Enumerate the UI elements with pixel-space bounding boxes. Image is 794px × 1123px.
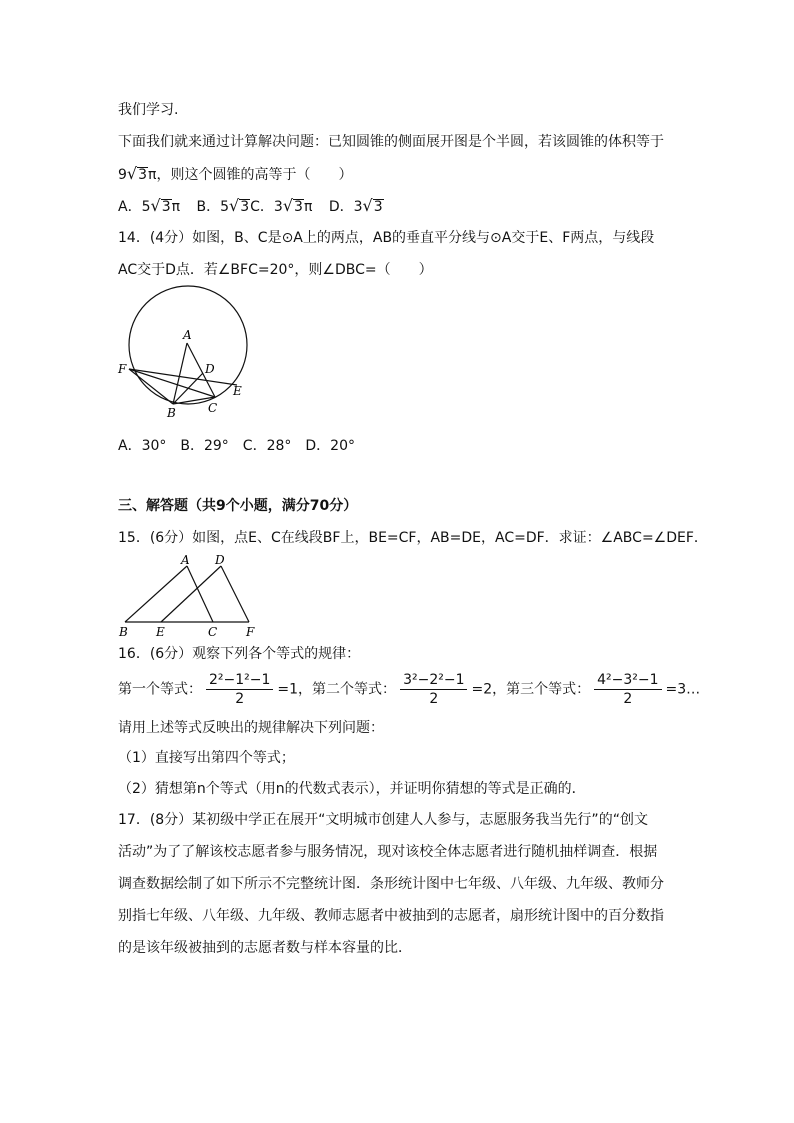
q13-option-c-tail: π — [303, 199, 313, 215]
q15-text: 15．(6分）如图，点E、C在线段BF上，BE=CF，AB=DE，AC=DF．求证：∠ABC=∠DEF． — [118, 530, 708, 546]
q16-eq1-denominator: 2 — [235, 691, 245, 707]
label-b: B — [167, 406, 176, 420]
q13-option-c: C．3 — [250, 199, 283, 215]
sqrt-symbol: √ — [229, 196, 240, 215]
text-top: 我们学习. — [118, 102, 179, 118]
q16-intro: 16．(6分）观察下列各个等式的规律： — [118, 646, 361, 662]
q16-part2: （2）猜想第n个等式（用n的代数式表示），并证明你猜想的等式是正确的． — [118, 781, 586, 797]
label-e: E — [156, 625, 165, 639]
q14-circle-figure — [115, 285, 255, 425]
q13-option-b-radicand: 3 — [240, 199, 250, 215]
label-d: D — [215, 553, 225, 567]
q13-option-d-radicand: 3 — [373, 199, 383, 215]
q13-option-b: B．5 — [196, 199, 230, 215]
q13-option-a-radicand: 3 — [161, 199, 171, 215]
q13-text-line1: 下面我们就来通过计算解决问题：已知圆锥的侧面展开图是个半圆，若该圆锥的体积等于 — [118, 134, 664, 150]
section-heading: 三、解答题（共9个小题，满分70分） — [118, 498, 358, 514]
q16-eq2-denominator: 2 — [429, 691, 439, 707]
q17-line1: 17．(8分）某初级中学正在展开“文明城市创建人人参与，志愿服务我当先行”的“创文 — [118, 812, 648, 828]
q16-eq3-denominator: 2 — [623, 691, 633, 707]
q14-options: A．30° B．29° C．28° D．20° — [118, 438, 355, 454]
q13-text-line2 — [118, 164, 352, 185]
q13-option-a: A．5 — [118, 199, 151, 215]
sqrt-symbol: √ — [150, 196, 161, 215]
label-a: A — [183, 328, 192, 342]
q16-eq1-result: =1，第二个等式： — [277, 681, 397, 698]
label-b: B — [119, 625, 128, 639]
q16-eq3-numerator: 4²−3²−1 — [594, 671, 661, 690]
label-c: C — [208, 625, 218, 639]
q13-option-d: D．3 — [328, 199, 363, 215]
label-d: D — [205, 362, 215, 376]
q13-option-a-tail: π — [171, 199, 181, 215]
sqrt-symbol: √ — [282, 196, 294, 215]
q17-line5: 的是该年级被抽到的志愿者数与样本容量的比． — [118, 940, 412, 956]
segment-ab — [173, 343, 187, 404]
label-f: F — [118, 362, 127, 376]
q14-text-line2: AC交于D点．若∠BFC=20°，则∠DBC=（ ） — [118, 262, 433, 278]
q16-eq3-fraction — [594, 671, 661, 708]
q16-equations — [118, 671, 700, 708]
q17-line2: 活动”为了了解该校志愿者参与服务情况，现对该校全体志愿者进行随机抽样调查．根据 — [118, 844, 658, 860]
segment-ba — [125, 566, 187, 622]
q16-eq1-fraction — [206, 671, 273, 708]
q17-line4: 别指七年级、八年级、九年级、教师志愿者中被抽到的志愿者，扇形统计图中的百分数指 — [118, 908, 664, 924]
q16-eq2-result: =2，第三个等式： — [471, 681, 591, 698]
label-f: F — [246, 625, 255, 639]
q16-eq1-label: 第一个等式： — [118, 681, 202, 698]
q17-line3: 调查数据绘制了如下所示不完整统计图．条形统计图中七年级、八年级、九年级、教师分 — [118, 876, 664, 892]
q13-volume-coef: 9 — [118, 167, 127, 183]
label-e: E — [233, 384, 242, 398]
sqrt-symbol: √ — [126, 164, 138, 183]
q15-triangle-figure — [115, 552, 265, 640]
q13-options — [118, 196, 384, 217]
q16-instruction: 请用上述等式反映出的规律解决下列问题： — [118, 720, 384, 736]
label-a: A — [181, 553, 190, 567]
q16-eq3-result: =3… — [665, 681, 701, 698]
q16-eq2-numerator: 3²−2²−1 — [400, 671, 467, 690]
q16-eq2-fraction — [400, 671, 467, 708]
q13-volume-radicand: 3 — [138, 167, 148, 183]
segment-df — [221, 566, 249, 622]
q13-volume-tail: π，则这个圆锥的高等于（ ） — [148, 167, 353, 183]
label-c: C — [208, 401, 218, 415]
q16-eq1-numerator: 2²−1²−1 — [206, 671, 273, 690]
sqrt-symbol: √ — [362, 196, 373, 215]
q13-option-c-radicand: 3 — [294, 199, 303, 215]
q14-text-line1: 14．(4分）如图，B、C是⊙A上的两点，AB的垂直平分线与⊙A交于E、F两点，与线段 — [118, 230, 655, 246]
q16-part1: （1）直接写出第四个等式； — [118, 750, 295, 766]
